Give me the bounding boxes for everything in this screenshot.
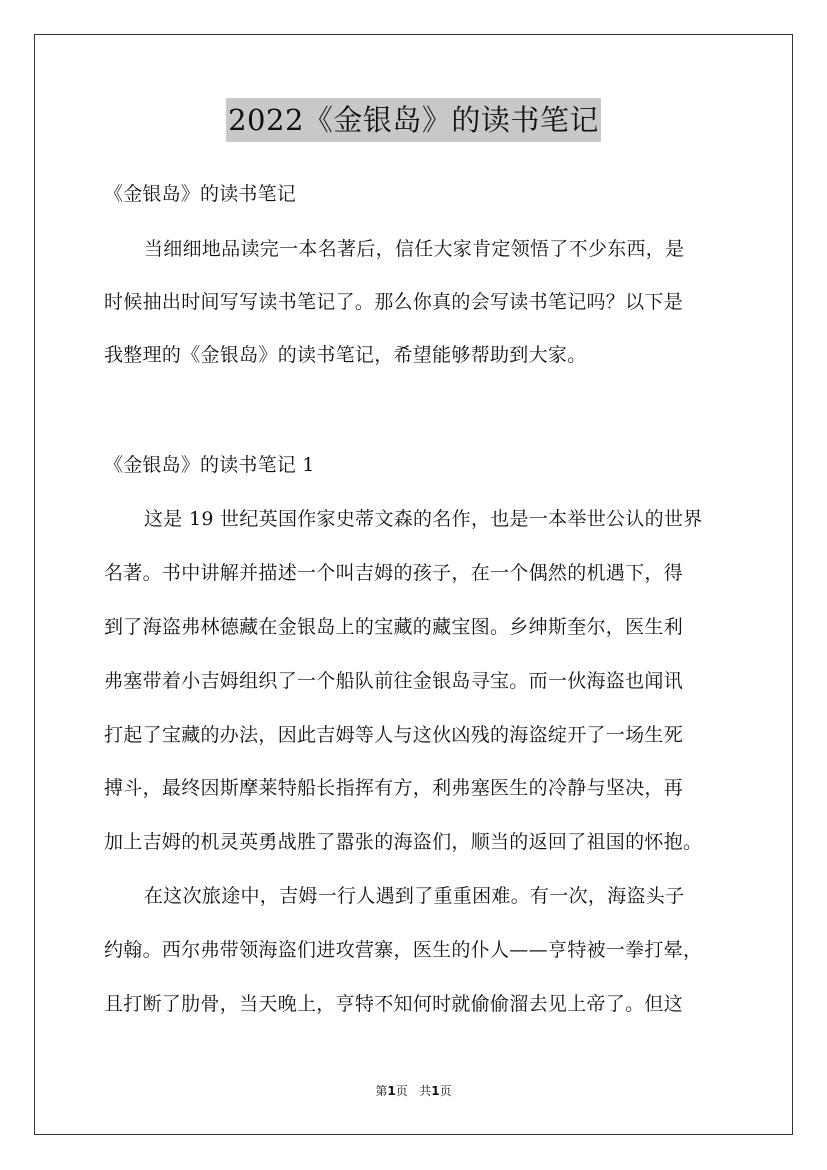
- intro-line: 当细细地品读完一本名著后，信任大家肯定领悟了不少东西，是: [144, 238, 685, 260]
- para-line: 且打断了肋骨，当天晚上，亨特不知何时就偷偷溜去见上帝了。但这: [104, 993, 684, 1015]
- section-heading: 《金银岛》的读书笔记 1: [104, 454, 315, 476]
- para-line: 加上吉姆的机灵英勇战胜了嚣张的海盗们，顺当的返回了祖国的怀抱。: [104, 831, 703, 853]
- para-line: 到了海盗弗林德藏在金银岛上的宝藏的藏宝图。乡绅斯奎尔，医生利: [104, 616, 684, 638]
- subtitle: 《金银岛》的读书笔记: [104, 183, 297, 205]
- para-line: 搏斗，最终因斯摩莱特船长指挥有方，利弗塞医生的冷静与坚决，再: [104, 777, 684, 799]
- footer-total-prefix: 共: [419, 1084, 432, 1098]
- para-line: 约翰。西尔弗带领海盗们进攻营寨，医生的仆人——亨特被一拳打晕，: [104, 939, 703, 961]
- page-footer: [0, 1082, 827, 1099]
- para-line: 这是 19 世纪英国作家史蒂文森的名作，也是一本举世公认的世界: [144, 508, 703, 530]
- para-line: 弗塞带着小吉姆组织了一个船队前往金银岛寻宝。而一伙海盗也闻讯: [104, 670, 684, 692]
- para-line: 打起了宝藏的办法，因此吉姆等人与这伙凶残的海盗绽开了一场生死: [104, 724, 684, 746]
- title-wrap: [0, 98, 827, 142]
- intro-line: 时候抽出时间写写读书笔记了。那么你真的会写读书笔记吗？以下是: [104, 291, 684, 313]
- intro-line: 我整理的《金银岛》的读书笔记，希望能够帮助到大家。: [104, 344, 587, 366]
- para-line: 名著。书中讲解并描述一个叫吉姆的孩子，在一个偶然的机遇下，得: [104, 562, 684, 584]
- footer-total-number: 1: [431, 1084, 440, 1098]
- para-line: 在这次旅途中，吉姆一行人遇到了重重困难。有一次，海盗头子: [144, 885, 685, 907]
- footer-page-prefix: 第: [375, 1084, 388, 1098]
- footer-page-suffix: 页: [395, 1084, 408, 1098]
- footer-page-number: 1: [387, 1084, 396, 1098]
- document-title: 2022《金银岛》的读书笔记: [226, 98, 601, 142]
- footer-total-suffix: 页: [439, 1084, 452, 1098]
